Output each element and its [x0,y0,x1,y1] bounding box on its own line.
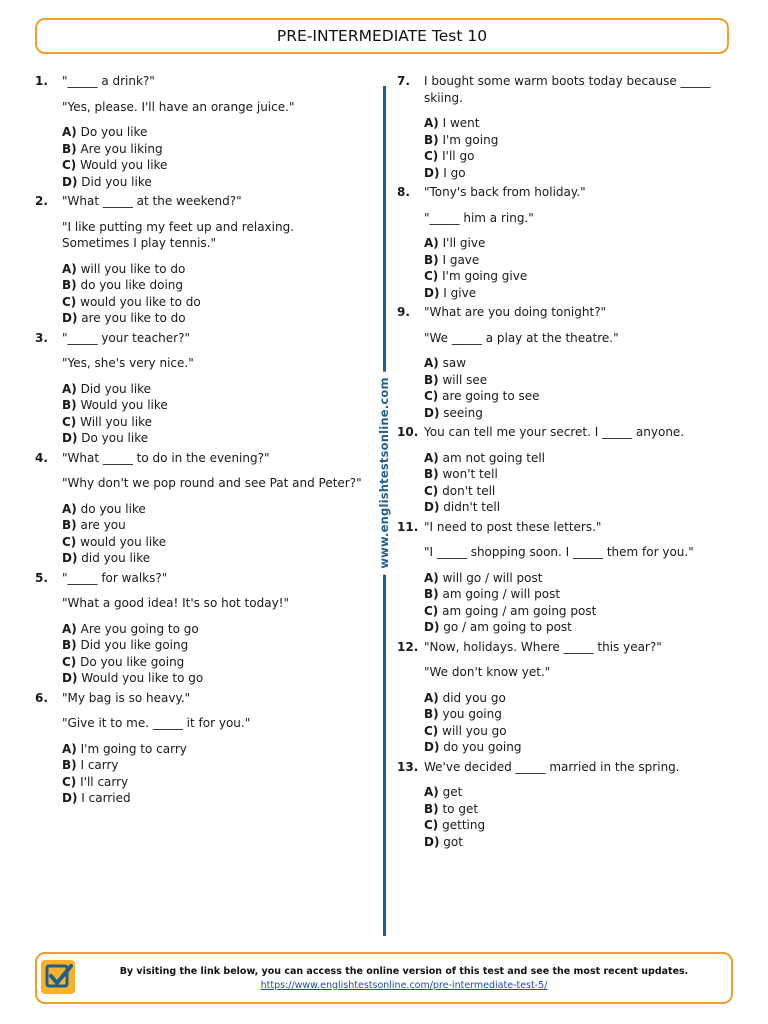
question-text: "_____ for walks?" [62,570,168,585]
option-letter: B) [62,638,77,652]
option-text: Do you like [81,431,149,445]
answer-options [424,355,732,421]
site-watermark: www.englishtestsonline.com [377,371,391,574]
question-body [62,690,365,810]
answer-options [424,115,732,181]
option-letter: D) [424,405,440,420]
answer-option[interactable] [424,619,732,636]
option-letter: D) [62,174,78,189]
questions-left-column [35,73,365,810]
answer-option[interactable] [62,517,365,534]
question-number: 5. [35,570,48,585]
answer-option[interactable] [424,706,732,723]
answer-option[interactable] [424,268,732,285]
answer-option[interactable] [62,534,365,551]
answer-option[interactable] [62,430,365,447]
answer-option[interactable] [424,801,732,818]
option-text: will you like to do [80,261,186,276]
question-text: "I need to post these letters." [424,519,602,534]
option-text: am going / am going post [442,603,597,618]
question-text: We've decided _____ married in the spring. [424,759,680,774]
answer-option[interactable] [424,570,732,587]
option-letter: C) [424,723,439,738]
option-text: are you [80,518,126,532]
question-4 [35,450,365,570]
option-text: do you like [80,501,146,516]
questions-right-column [397,73,732,853]
option-text: seeing [443,405,483,420]
option-text: do you going [443,740,522,754]
question-text: I bought some warm boots today because _____ skiing. [424,74,711,105]
question-number: 10. [397,425,419,439]
option-text: Did you like [80,381,152,396]
option-letter: B) [424,801,439,816]
option-letter: C) [424,818,439,832]
answer-option[interactable] [424,586,732,603]
option-text: did you like [81,551,151,565]
footer-link[interactable]: https://www.englishtestsonline.com/pre-intermediate-test-5/ [260,980,548,991]
answer-option[interactable] [62,261,365,278]
answer-option[interactable] [424,723,732,740]
question-7 [397,73,732,184]
question-body [424,519,732,639]
answer-option[interactable] [62,157,365,174]
option-text: did you go [442,690,506,705]
answer-option[interactable] [424,165,732,182]
option-text: get [442,785,463,799]
option-letter: B) [424,707,439,721]
option-letter: D) [62,791,78,805]
question-reply: "I like putting my feet up and relaxing. Sometimes I play tennis." [62,219,295,250]
question-reply: "_____ him a ring." [424,210,534,225]
option-text: getting [442,818,486,832]
answer-options [424,690,732,756]
answer-option[interactable] [62,654,365,671]
question-number: 1. [35,74,48,88]
option-text: I'll give [442,236,486,250]
question-number: 3. [35,330,48,345]
option-letter: C) [62,534,77,549]
answer-options [62,261,365,327]
option-letter: A) [424,236,439,250]
option-text: I carried [81,791,131,805]
option-text: are going to see [442,389,540,403]
option-text: Do you like going [80,654,185,669]
option-text: Would you like [80,398,168,412]
option-letter: A) [424,356,439,370]
question-body [62,330,365,450]
option-letter: C) [62,774,77,789]
question-body [62,570,365,690]
question-body [62,73,365,193]
option-letter: B) [424,252,439,267]
question-2 [35,193,365,330]
question-body [424,184,732,304]
option-text: I'm going [442,132,499,147]
question-5 [35,570,365,690]
option-letter: A) [424,785,439,799]
option-letter: B) [62,758,77,772]
option-text: Would you like [80,158,168,172]
question-6 [35,690,365,810]
option-letter: D) [424,165,440,180]
footer-text: By visiting the link below, you can access the online version of this test and see the most recent updates. [119,966,689,977]
option-letter: B) [62,518,77,532]
question-reply: "Yes, she's very nice." [62,356,194,370]
question-number: 12. [397,639,419,654]
page-title: PRE-INTERMEDIATE Test 10 [35,18,729,54]
option-text: to get [442,801,479,816]
answer-option[interactable] [62,621,365,638]
answer-option[interactable] [424,285,732,302]
option-letter: A) [424,690,439,705]
checkmark-logo-icon [41,960,75,994]
option-letter: C) [424,483,439,498]
option-text: I'll go [442,149,475,163]
option-letter: B) [424,467,439,481]
question-reply: "Give it to me. _____ it for you." [62,716,251,730]
option-text: Are you going to go [80,621,199,636]
question-number: 7. [397,74,410,88]
option-text: I'm going to carry [80,741,187,756]
answer-option[interactable] [424,132,732,149]
question-text: "_____ your teacher?" [62,330,190,345]
answer-option[interactable] [424,466,732,483]
question-number: 6. [35,690,48,705]
option-letter: C) [62,158,77,172]
answer-option[interactable] [62,174,365,191]
option-letter: B) [62,278,77,292]
answer-options [62,621,365,687]
answer-option[interactable] [424,483,732,500]
answer-option[interactable] [62,790,365,807]
option-text: don't tell [442,483,496,498]
answer-options [62,381,365,447]
option-letter: C) [62,654,77,669]
question-text: "What _____ at the weekend?" [62,194,242,208]
answer-option[interactable] [62,277,365,294]
answer-option[interactable] [424,499,732,516]
question-body [424,424,732,519]
answer-option[interactable] [62,774,365,791]
answer-option[interactable] [424,817,732,834]
option-letter: A) [62,125,77,139]
option-letter: A) [62,381,77,396]
option-letter: B) [62,398,77,412]
answer-option[interactable] [62,381,365,398]
answer-options [62,501,365,567]
option-letter: B) [62,141,77,156]
option-text: Will you like [80,414,152,429]
option-letter: A) [424,450,439,465]
answer-option[interactable] [62,414,365,431]
option-letter: D) [62,311,78,325]
answer-option[interactable] [62,550,365,567]
answer-option[interactable] [424,834,732,851]
question-reply: "Why don't we pop round and see Pat and Peter?" [62,476,362,490]
question-12 [397,639,732,759]
question-text: "_____ a drink?" [62,74,155,88]
option-letter: A) [424,570,439,585]
question-13 [397,759,732,854]
question-9 [397,304,732,424]
question-body [62,450,365,570]
option-letter: B) [424,587,439,601]
option-letter: C) [424,603,439,618]
option-text: didn't tell [443,500,501,514]
question-number: 8. [397,185,410,199]
option-letter: D) [424,500,440,514]
answer-option[interactable] [424,739,732,756]
answer-option[interactable] [62,637,365,654]
option-letter: A) [424,116,439,130]
answer-option[interactable] [424,115,732,132]
question-reply: "We _____ a play at the theatre." [424,330,619,345]
question-1 [35,73,365,193]
option-text: saw [442,356,467,370]
answer-option[interactable] [424,405,732,422]
answer-option[interactable] [424,148,732,165]
option-text: do you like doing [80,278,184,292]
option-text: you going [442,707,502,721]
option-letter: C) [62,294,77,309]
option-text: won't tell [442,467,498,481]
option-text: will go / will post [442,570,543,585]
answer-option[interactable] [62,294,365,311]
option-text: would you like to do [80,294,201,309]
question-text: "Tony's back from holiday." [424,185,586,199]
question-text: "Now, holidays. Where _____ this year?" [424,639,662,654]
question-body [424,73,732,184]
answer-option[interactable] [62,757,365,774]
question-reply: "We don't know yet." [424,665,551,679]
option-letter: A) [62,621,77,636]
answer-option[interactable] [62,141,365,158]
answer-options [62,124,365,190]
option-text: I went [442,116,480,130]
answer-option[interactable] [424,355,732,372]
option-text: I carry [80,758,119,772]
question-body [424,759,732,854]
question-3 [35,330,365,450]
option-text: Do you like [80,125,148,139]
answer-option[interactable] [62,501,365,518]
answer-options [424,570,732,636]
option-letter: C) [424,269,439,283]
question-8 [397,184,732,304]
option-text: got [443,834,463,849]
question-number: 2. [35,194,48,208]
option-letter: B) [424,132,439,147]
answer-option[interactable] [62,124,365,141]
answer-option[interactable] [424,235,732,252]
option-letter: B) [424,372,439,387]
question-text: "My bag is so heavy." [62,690,191,705]
answer-option[interactable] [62,670,365,687]
option-letter: C) [424,389,439,403]
question-number: 13. [397,759,419,774]
option-text: I'm going give [442,269,528,283]
question-reply: "What a good idea! It's so hot today!" [62,596,290,610]
question-body [62,193,365,330]
answer-options [424,235,732,301]
option-text: Did you like [81,174,152,189]
footer-box [35,952,733,1004]
answer-option[interactable] [424,252,732,269]
question-text: "What are you doing tonight?" [424,305,607,319]
option-letter: C) [62,414,77,429]
option-letter: D) [424,834,440,849]
option-text: would you like [80,534,167,549]
answer-option[interactable] [424,388,732,405]
question-10 [397,424,732,519]
option-letter: A) [62,741,77,756]
option-letter: A) [62,501,77,516]
answer-options [424,450,732,516]
option-text: are you like to do [81,311,186,325]
question-number: 9. [397,305,410,319]
question-text: You can tell me your secret. I _____ anyone. [424,425,685,439]
answer-option[interactable] [62,397,365,414]
answer-options [424,784,732,850]
option-text: am going / will post [442,587,561,601]
option-letter: D) [424,740,440,754]
option-letter: D) [62,551,78,565]
option-text: I'll carry [80,774,129,789]
option-text: Would you like to go [81,671,204,685]
answer-option[interactable] [424,603,732,620]
answer-option[interactable] [424,690,732,707]
option-text: I go [443,165,466,180]
option-letter: D) [424,620,440,634]
option-text: I gave [442,252,480,267]
question-11 [397,519,732,639]
option-text: am not going tell [442,450,546,465]
option-letter: D) [424,285,440,300]
option-letter: A) [62,261,77,276]
option-letter: D) [62,431,78,445]
option-text: will see [442,372,488,387]
option-letter: D) [62,671,78,685]
question-number: 4. [35,450,48,465]
answer-options [62,741,365,807]
option-text: Did you like going [80,638,189,652]
question-number: 11. [397,519,419,534]
answer-option[interactable] [424,372,732,389]
option-text: Are you liking [80,141,163,156]
answer-option[interactable] [62,310,365,327]
question-text: "What _____ to do in the evening?" [62,450,270,465]
question-body [424,304,732,424]
option-letter: C) [424,149,439,163]
option-text: I give [443,285,477,300]
question-body [424,639,732,759]
option-text: go / am going to post [443,620,572,634]
answer-option[interactable] [62,741,365,758]
answer-option[interactable] [424,450,732,467]
answer-option[interactable] [424,784,732,801]
question-reply: "I _____ shopping soon. I _____ them for you." [424,545,694,559]
question-reply: "Yes, please. I'll have an orange juice." [62,99,295,114]
option-text: will you go [442,723,507,738]
